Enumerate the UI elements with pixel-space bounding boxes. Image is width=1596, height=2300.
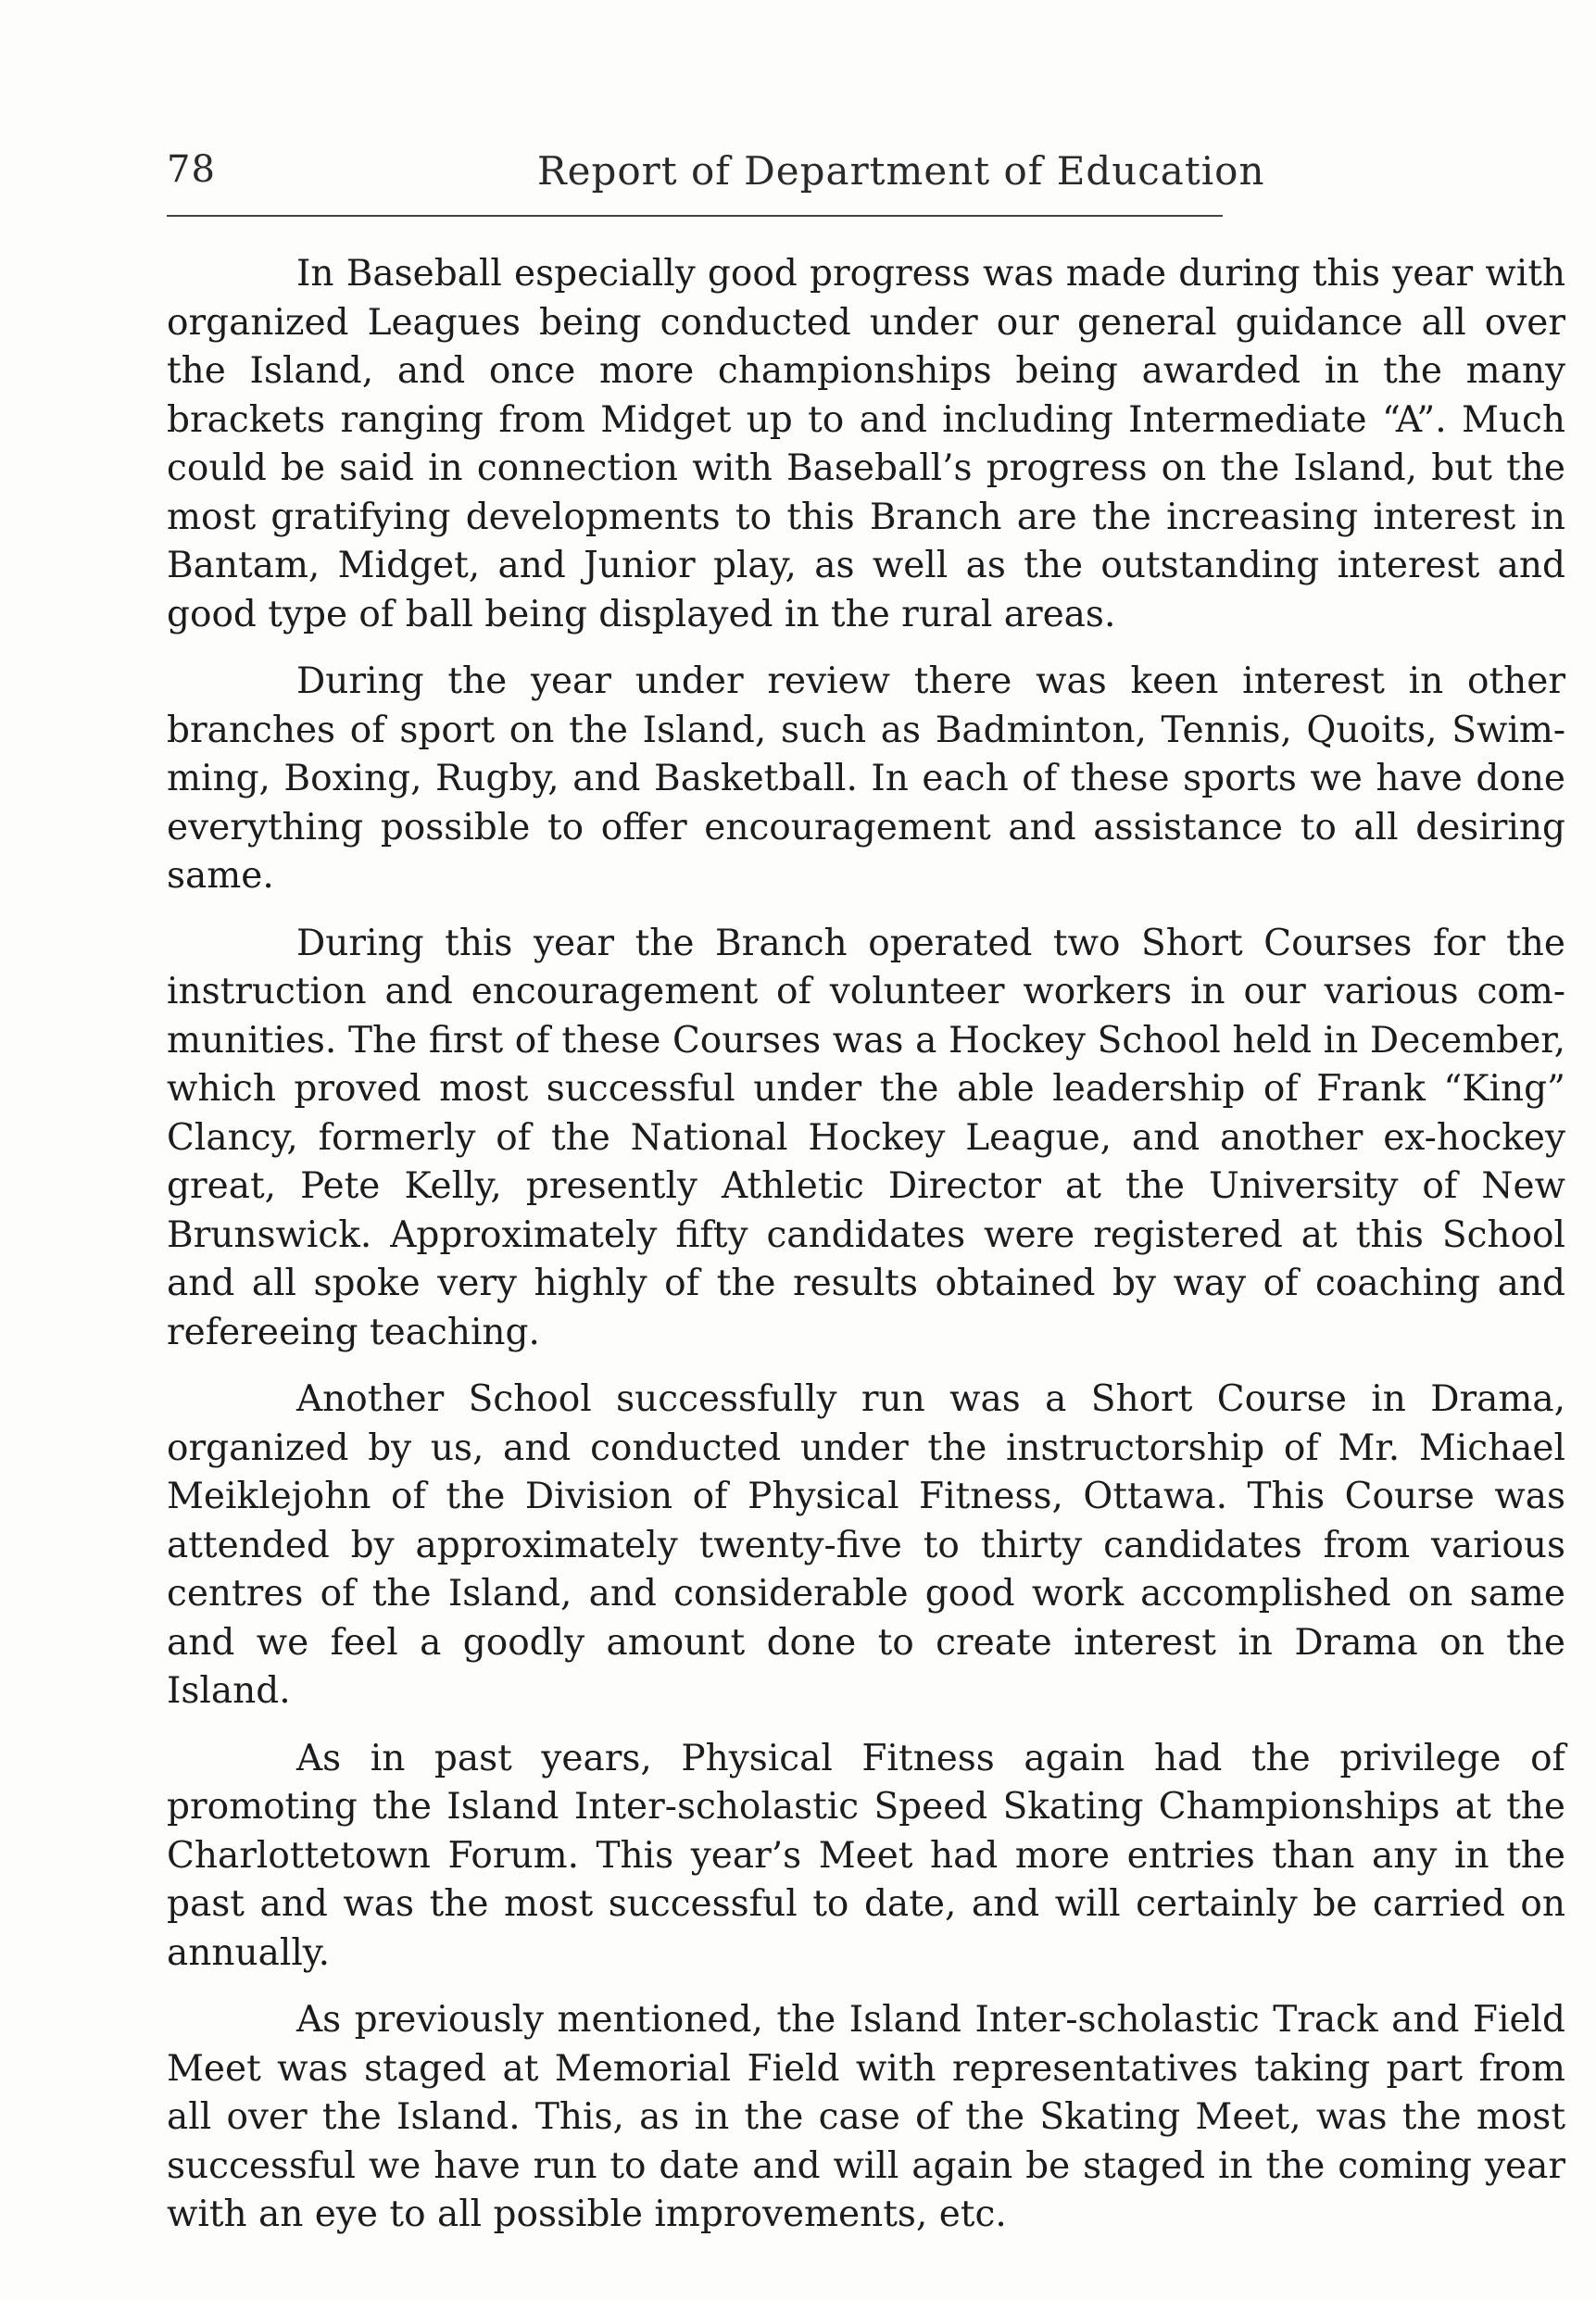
header-title: Report of Department of Education	[537, 148, 1265, 194]
header-rule	[167, 215, 1223, 217]
paragraph-baseball: In Baseball especially good progress was made during this year with organized Leagues being conducted under our general guidance all over the Island, and once more championships being awarded in the many brackets ranging from Midget up to and including Intermediate “A”. Much could be said in connection with Baseball’s progress on the Island, but the most gratifying developments to this Branch are the increasing interest in Bantam, Midget, and Junior play, as well as the outstanding interest and good type of ball being displayed in the rural areas.	[167, 253, 1565, 635]
body-text	[167, 250, 1565, 2258]
running-head	[167, 148, 1265, 204]
paragraph-drama-course: Another School successfully run was a Short Course in Drama, organized by us, and conducted under the instructorship of Mr. Michael Meiklejohn of the Division of Physical Fitness, Ottawa. This Course was attended by approximately twenty-five to thirty candidates from various centres of the Island, and considerable good work accomplished on same and we feel a goodly amount done to create interest in Drama on the Island.	[167, 1378, 1565, 1712]
paragraph-other-sports: During the year under review there was keen interest in other branches of sport on the Island, such as Badminton, Tennis, Quoits, Swimming, Boxing, Rugby, and Basketball. In each of these sports we have done everything possible to offer encouragement and assistance to all desiring same.	[167, 660, 1565, 897]
paragraph-short-courses: During this year the Branch operated two Short Courses for the instruction and encouragement of volunteer workers in our various communities. The first of these Courses was a Hockey School held in December, which proved most successful under the able leadership of Frank “King” Clancy, formerly of the National Hockey League, and another ex-hockey great, Pete Kelly, presently Athletic Director at the University of New Brunswick. Approximately fifty candidates were registered at this School and all spoke very highly of the results obtained by way of coaching and refereeing teaching.	[167, 922, 1565, 1353]
page-number: 78	[167, 148, 216, 191]
paragraph-speed-skating: As in past years, Physical Fitness again had the privilege of promoting the Island Inter-scholastic Speed Skating Championships at the Charlottetown Forum. This year’s Meet had more entries than any in the past and was the most successful to date, and will certainly be carried on annually.	[167, 1737, 1565, 1974]
paragraph-track-and-field: As previously mentioned, the Island Inter-scholastic Track and Field Meet was staged at Memorial Field with representatives taking part from all over the Island. This, as in the case of the Skating Meet, was the most successful we have run to date and will again be staged in the coming year with an eye to all possible improvements, etc.	[167, 1999, 1565, 2235]
